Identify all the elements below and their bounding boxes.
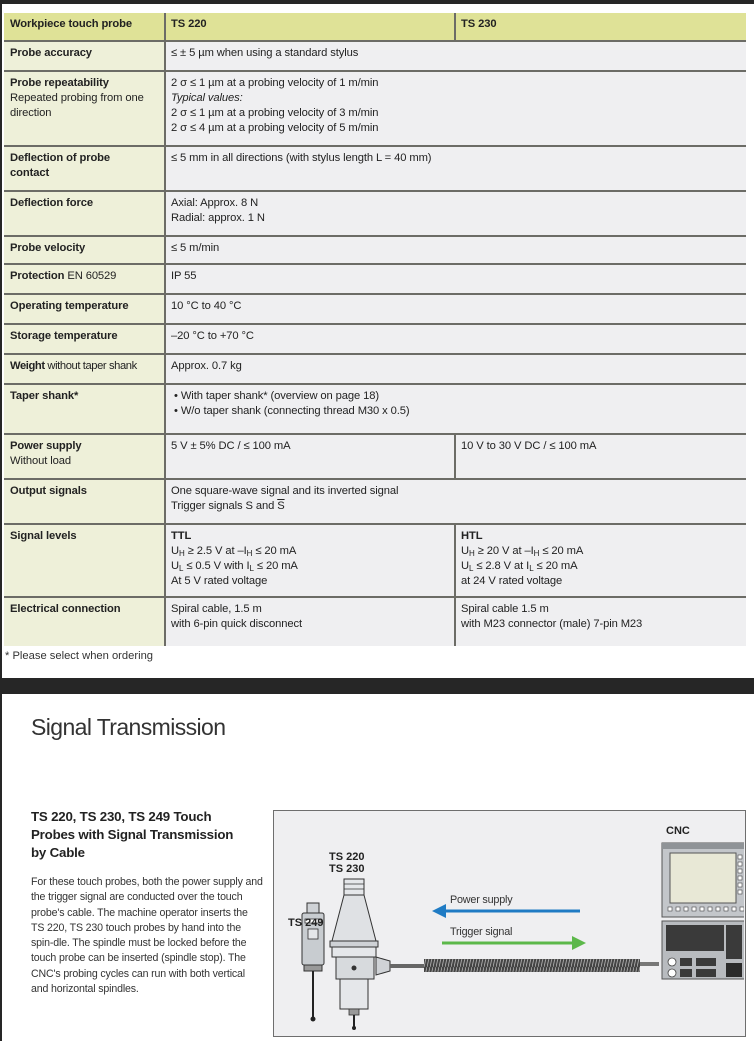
- bullet-item: [171, 404, 746, 419]
- label-trigger-signal: Trigger signal: [450, 926, 513, 938]
- row-protection: [4, 265, 746, 295]
- row-label-cell: [4, 72, 166, 145]
- bullet-text: With taper shank* (overview on page 18): [180, 390, 380, 402]
- header-label: Workpiece touch probe: [4, 13, 166, 40]
- value-ts230: 10 V to 30 V DC / ≤ 100 mA: [456, 435, 746, 478]
- label-ts230: TS 230: [329, 863, 365, 875]
- row-label: Weight: [10, 360, 45, 372]
- row-label: Taper shank*: [4, 385, 166, 433]
- value-text: ≤ 20 mA: [533, 560, 578, 572]
- row-value: ≤ ± 5 µm when using a standard stylus: [166, 42, 746, 70]
- label-ts249: TS 249: [288, 917, 324, 929]
- table-header-row: [4, 13, 746, 42]
- row-value: ≤ 5 mm in all directions (with stylus length L = 40 mm): [166, 147, 746, 190]
- row-weight: [4, 355, 746, 385]
- row-label: Output signals: [4, 480, 166, 523]
- footnote: * Please select when ordering: [5, 650, 154, 662]
- row-label: Probe repeatability: [10, 77, 109, 89]
- value-line: Radial: approx. 1 N: [171, 212, 265, 224]
- signal-type: HTL: [461, 530, 483, 542]
- value-line: Spiral cable, 1.5 m: [171, 603, 262, 615]
- value-text: U: [171, 560, 179, 572]
- label-power-supply: Power supply: [450, 894, 513, 906]
- value-line: [171, 499, 746, 514]
- value-text: ≥ 2.5 V at –I: [184, 545, 247, 557]
- row-label: Probe velocity: [4, 237, 166, 263]
- power-supply-arrow: [432, 904, 580, 918]
- subscript-text: L: [468, 564, 474, 573]
- row-probe-accuracy: [4, 42, 746, 72]
- value-ts220: 5 V ± 5% DC / ≤ 100 mA: [166, 435, 456, 478]
- diagram-graphic: [274, 811, 744, 1035]
- header-ts230: TS 230: [456, 13, 746, 40]
- row-value-cell: [166, 192, 746, 235]
- value-line: 2 σ ≤ 1 µm at a probing velocity of 3 m/min: [171, 107, 379, 119]
- subscript-text: H: [246, 549, 253, 558]
- row-label-cell: [4, 355, 166, 383]
- row-sublabel: Repeated probing from one direction: [10, 92, 144, 119]
- value-line: At 5 V rated voltage: [171, 575, 268, 587]
- value-text: ≤ 2.8 V at I: [473, 560, 530, 572]
- subscript-text: H: [178, 549, 185, 558]
- row-label-cell: [4, 435, 166, 478]
- row-deflection-force: [4, 192, 746, 237]
- value-ts230-cell: [456, 525, 746, 596]
- row-label: Protection: [10, 270, 65, 282]
- trigger-signal-arrow: [442, 936, 586, 950]
- row-label: Power supply: [10, 440, 82, 452]
- label-cnc: CNC: [666, 825, 690, 837]
- value-line: [461, 544, 746, 559]
- row-storage-temperature: [4, 325, 746, 355]
- top-frame-bar: [0, 0, 754, 4]
- value-text: ≤ 0.5 V with I: [183, 560, 250, 572]
- section-title: Signal Transmission: [31, 714, 226, 740]
- row-label: Storage temperature: [4, 325, 166, 353]
- row-label: Operating temperature: [4, 295, 166, 323]
- row-value-cell: [166, 385, 746, 433]
- subscript-text: H: [468, 549, 475, 558]
- row-probe-velocity: [4, 237, 746, 265]
- value-line: [171, 559, 454, 574]
- cnc-control-icon: [662, 843, 744, 979]
- subscript-text: L: [178, 564, 184, 573]
- value-line: at 24 V rated voltage: [461, 575, 563, 587]
- subscript-text: H: [533, 549, 540, 558]
- row-value: Approx. 0.7 kg: [166, 355, 746, 383]
- row-label: Deflection force: [4, 192, 166, 235]
- sub-heading: TS 220, TS 230, TS 249 Touch Probes with Signal Transmission by Cable: [31, 809, 234, 860]
- row-value: 10 °C to 40 °C: [166, 295, 746, 323]
- ts220-ts230-probe-icon: [330, 879, 390, 1030]
- row-electrical-connection: [4, 598, 746, 646]
- row-label: Deflection of probe contact: [4, 147, 166, 190]
- row-label-suffix: EN 60529: [67, 270, 117, 282]
- row-output-signals: [4, 480, 746, 525]
- value-text: ≤ 20 mA: [252, 545, 297, 557]
- inverted-signal-symbol: $\overline{S}$: [277, 500, 285, 512]
- row-value-cell: [166, 72, 746, 145]
- row-label: Electrical connection: [4, 598, 166, 646]
- value-text: ≥ 20 V at –I: [474, 545, 534, 557]
- row-signal-levels: [4, 525, 746, 598]
- row-label-cell: [4, 265, 166, 293]
- spec-table: [4, 13, 746, 646]
- signal-type: TTL: [171, 530, 192, 542]
- row-value: –20 °C to +70 °C: [166, 325, 746, 353]
- value-text: ≤ 20 mA: [539, 545, 584, 557]
- value-text: U: [461, 545, 469, 557]
- row-value: IP 55: [166, 265, 746, 293]
- value-line: Axial: Approx. 8 N: [171, 197, 259, 209]
- subscript-text: L: [249, 564, 254, 573]
- value-line-typical: Typical values:: [171, 92, 243, 104]
- row-value-cell: [166, 480, 746, 523]
- value-text: U: [171, 545, 179, 557]
- value-ts230-cell: [456, 598, 746, 646]
- row-label: Probe accuracy: [4, 42, 166, 70]
- row-label-suffix: without taper shank: [47, 360, 137, 372]
- row-probe-repeatability: [4, 72, 746, 147]
- value-line: One square-wave signal and its inverted signal: [171, 485, 399, 497]
- value-ts220-cell: [166, 598, 456, 646]
- value-line: 2 σ ≤ 1 µm at a probing velocity of 1 m/min: [171, 77, 379, 89]
- value-ts220-cell: [166, 525, 456, 596]
- value-line: 2 σ ≤ 4 µm at a probing velocity of 5 m/min: [171, 122, 379, 134]
- label-ts220: TS 220: [329, 851, 365, 863]
- bullet-item: [171, 389, 746, 404]
- header-ts220: TS 220: [166, 13, 456, 40]
- value-text: ≤ 20 mA: [253, 560, 298, 572]
- bullet-icon: •: [171, 405, 181, 417]
- row-value: ≤ 5 m/min: [166, 237, 746, 263]
- page-separator-bar: [0, 678, 754, 694]
- bullet-icon: •: [171, 390, 181, 402]
- row-sublabel: Without load: [10, 455, 71, 467]
- value-line: with M23 connector (male) 7-pin M23: [461, 618, 643, 630]
- row-taper-shank: [4, 385, 746, 435]
- bullet-text: W/o taper shank (connecting thread M30 x 0.5): [180, 405, 410, 417]
- subscript-text: L: [529, 564, 534, 573]
- signal-diagram: [273, 810, 746, 1037]
- value-line: [171, 544, 454, 559]
- body-text: For these touch probes, both the power supply and the trigger signal are conducted over the touch probe's cable. The machine operator inserts the TS 220, TS 230 touch probes by hand into the spin-dle. The spindle must be locked before the touch probe can be inserted (spindle stop). The CNC's probing cycles can run with both vertical and horizontal spindles.: [31, 876, 263, 996]
- row-power-supply: [4, 435, 746, 480]
- value-text: U: [461, 560, 469, 572]
- left-frame-edge: [0, 0, 2, 1041]
- value-line: [461, 559, 746, 574]
- row-operating-temperature: [4, 295, 746, 325]
- row-deflection-contact: [4, 147, 746, 192]
- spiral-cable-icon: [390, 959, 659, 972]
- value-text: Trigger signals S and: [171, 500, 278, 512]
- value-line: with 6-pin quick disconnect: [171, 618, 302, 630]
- value-line: Spiral cable 1.5 m: [461, 603, 549, 615]
- row-label: Signal levels: [4, 525, 166, 596]
